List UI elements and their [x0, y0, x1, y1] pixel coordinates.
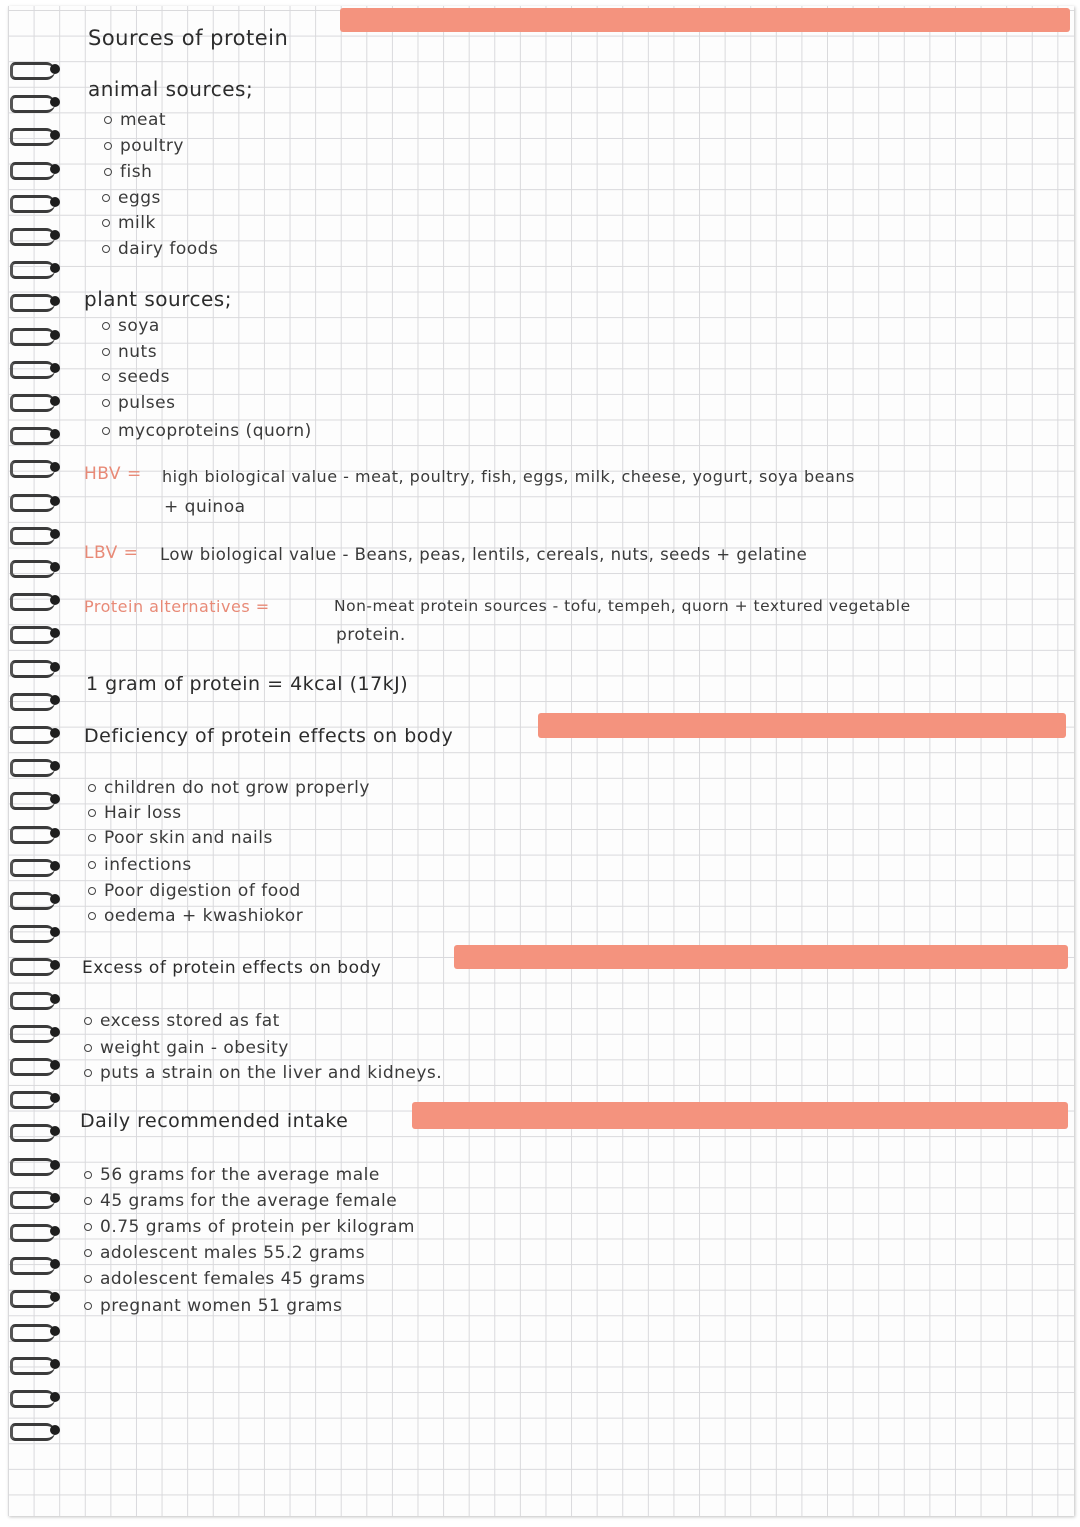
list-item: mycoproteins (quorn) — [102, 421, 312, 441]
spiral-ring — [6, 1222, 64, 1240]
list-item: adolescent females 45 grams — [84, 1269, 365, 1289]
list-item: weight gain - obesity — [84, 1038, 289, 1058]
spiral-ring — [6, 1388, 64, 1406]
spiral-ring — [6, 1189, 64, 1207]
deficiency-highlight — [538, 713, 1066, 738]
excess-heading: Excess of protein effects on body — [82, 958, 382, 978]
spiral-ring — [6, 624, 64, 642]
spiral-ring — [6, 824, 64, 842]
list-item: 45 grams for the average female — [84, 1191, 397, 1211]
spiral-ring — [6, 1056, 64, 1074]
spiral-ring — [6, 923, 64, 941]
hbv-term: HBV = — [84, 464, 142, 484]
list-item: oedema + kwashiokor — [88, 906, 303, 926]
list-item: pulses — [102, 393, 175, 413]
spiral-ring — [6, 724, 64, 742]
list-item: Hair loss — [88, 803, 182, 823]
daily-heading: Daily recommended intake — [80, 1110, 349, 1132]
list-item: nuts — [102, 342, 157, 362]
list-item: Poor digestion of food — [88, 881, 301, 901]
spiral-ring — [6, 691, 64, 709]
alternatives-definition: Non-meat protein sources - tofu, tempeh, quorn + textured vegetable — [334, 597, 911, 615]
spiral-ring — [6, 558, 64, 576]
spiral-ring — [6, 492, 64, 510]
spiral-ring — [6, 93, 64, 111]
spiral-ring — [6, 425, 64, 443]
spiral-ring — [6, 1355, 64, 1373]
spiral-ring — [6, 658, 64, 676]
list-item: 56 grams for the average male — [84, 1165, 380, 1185]
deficiency-heading: Deficiency of protein effects on body — [84, 725, 454, 747]
spiral-ring — [6, 525, 64, 543]
list-item: puts a strain on the liver and kidneys. — [84, 1063, 442, 1083]
spiral-ring — [6, 458, 64, 476]
list-item: pregnant women 51 grams — [84, 1296, 342, 1316]
spiral-ring — [6, 990, 64, 1008]
list-item: eggs — [102, 188, 161, 208]
animal-heading: animal sources; — [88, 77, 254, 101]
plant-heading: plant sources; — [84, 287, 232, 311]
list-item: meat — [104, 110, 166, 130]
spiral-ring — [6, 392, 64, 410]
spiral-ring — [6, 956, 64, 974]
list-item: adolescent males 55.2 grams — [84, 1243, 365, 1263]
list-item: excess stored as fat — [84, 1011, 280, 1031]
spiral-ring — [6, 757, 64, 775]
lbv-definition: Low biological value - Beans, peas, lentils, cereals, nuts, seeds + gelatine — [160, 545, 808, 564]
spiral-ring — [6, 857, 64, 875]
spiral-ring — [6, 60, 64, 78]
excess-highlight — [454, 945, 1068, 969]
lbv-term: LBV = — [84, 543, 139, 563]
spiral-ring — [6, 1255, 64, 1273]
list-item: soya — [102, 316, 160, 336]
spiral-ring — [6, 790, 64, 808]
energy-fact: 1 gram of protein = 4kcal (17kJ) — [86, 673, 409, 695]
daily-highlight — [412, 1102, 1068, 1129]
spiral-ring — [6, 1122, 64, 1140]
list-item: children do not grow properly — [88, 778, 370, 798]
notebook-page — [8, 6, 1074, 1516]
spiral-ring — [6, 1421, 64, 1439]
title-highlight — [340, 8, 1070, 32]
spiral-ring — [6, 1089, 64, 1107]
spiral-ring — [6, 193, 64, 211]
page-title: Sources of protein — [88, 26, 289, 50]
alternatives-definition-cont: protein. — [336, 625, 406, 645]
list-item: seeds — [102, 367, 170, 387]
list-item: milk — [102, 213, 156, 233]
spiral-ring — [6, 259, 64, 277]
hbv-definition: high biological value - meat, poultry, fish, eggs, milk, cheese, yogurt, soya beans — [162, 467, 855, 486]
list-item: fish — [104, 162, 152, 182]
spiral-ring — [6, 591, 64, 609]
spiral-ring — [6, 326, 64, 344]
spiral-ring — [6, 126, 64, 144]
list-item: infections — [88, 855, 192, 875]
alternatives-term: Protein alternatives = — [84, 597, 270, 616]
list-item: 0.75 grams of protein per kilogram — [84, 1217, 415, 1237]
list-item: poultry — [104, 136, 184, 156]
spiral-ring — [6, 160, 64, 178]
spiral-ring — [6, 292, 64, 310]
hbv-definition-cont: + quinoa — [164, 497, 246, 517]
spiral-binding — [6, 60, 68, 1460]
spiral-ring — [6, 1322, 64, 1340]
spiral-ring — [6, 1156, 64, 1174]
spiral-ring — [6, 1288, 64, 1306]
spiral-ring — [6, 359, 64, 377]
spiral-ring — [6, 890, 64, 908]
spiral-ring — [6, 226, 64, 244]
list-item: Poor skin and nails — [88, 828, 273, 848]
spiral-ring — [6, 1023, 64, 1041]
list-item: dairy foods — [102, 239, 218, 259]
